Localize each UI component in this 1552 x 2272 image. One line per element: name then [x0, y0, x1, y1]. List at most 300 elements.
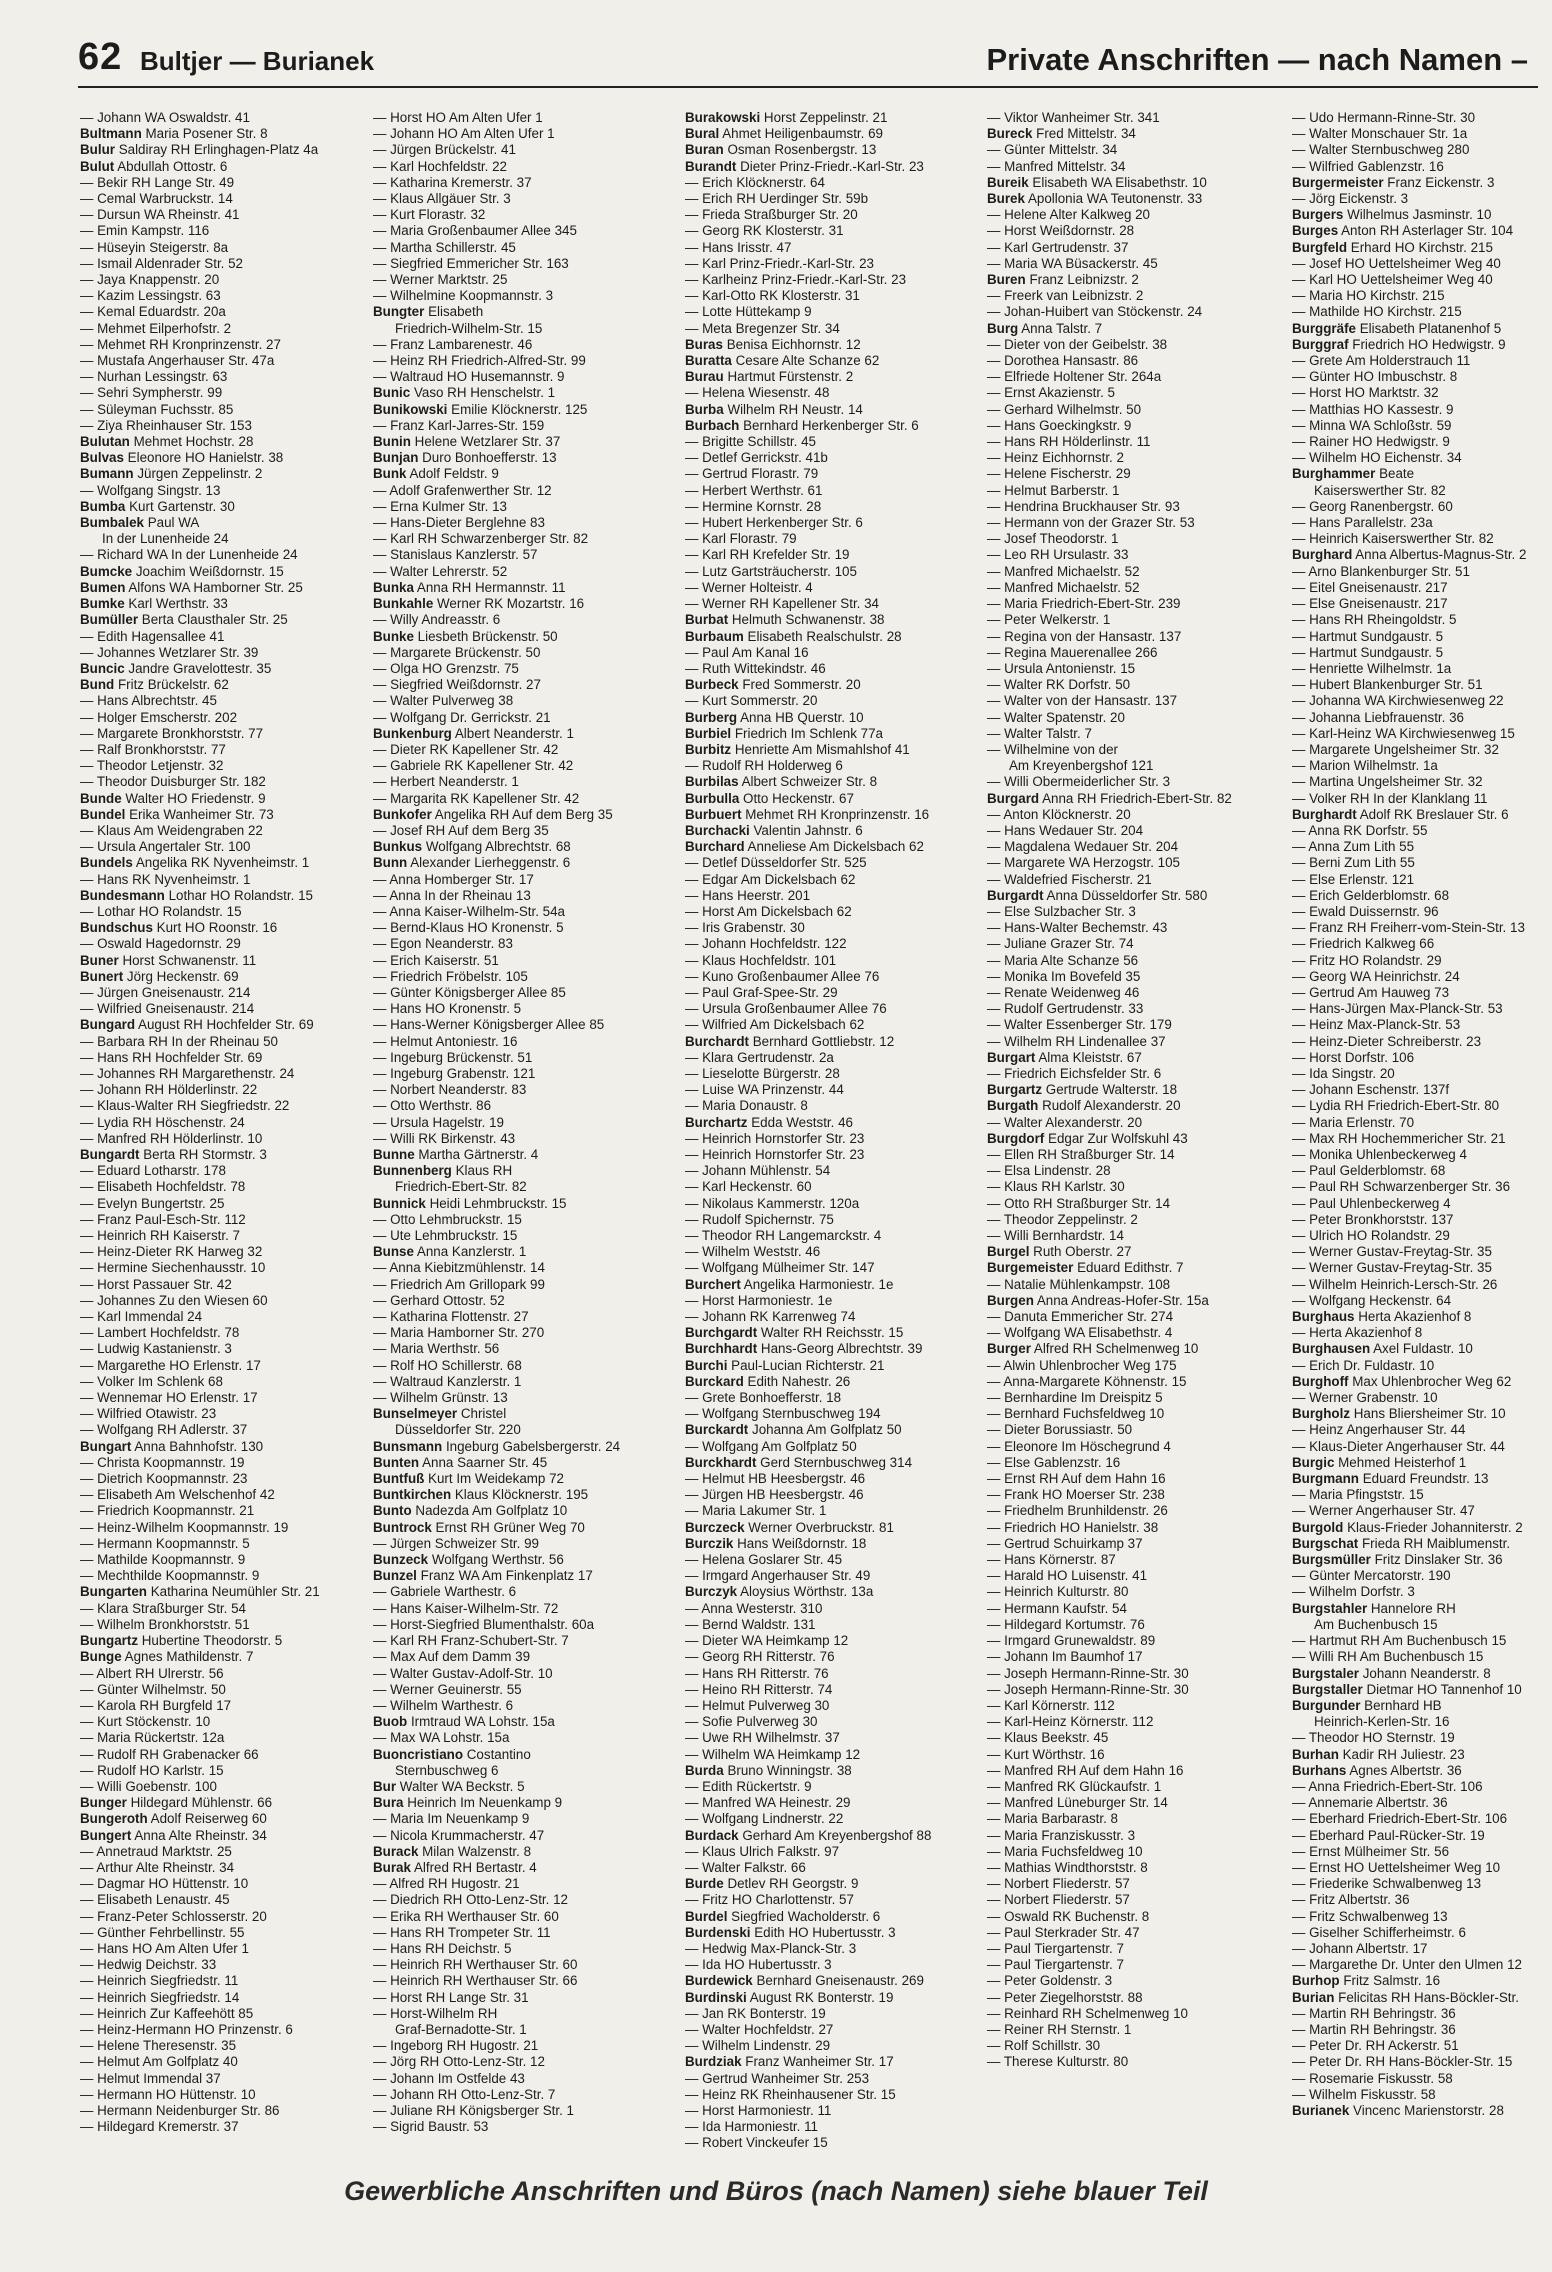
directory-entry [80, 1439, 365, 1455]
directory-entry [1292, 1212, 1540, 1228]
surname: Burchartz [685, 1114, 748, 1130]
entry-text: — Fritz HO Charlottenstr. 57 [685, 1892, 854, 1908]
entry-text: — Karl RH Schwarzenberger Str. 82 [373, 531, 589, 547]
directory-entry [1292, 385, 1540, 401]
entry-text: — Manfred WA Heinestr. 29 [685, 1795, 851, 1811]
entry-text: Hubertine Theodorstr. 5 [141, 1633, 283, 1649]
entry-text: — Wolfgang Lindnerstr. 22 [685, 1811, 844, 1827]
entry-text: — Johann HO Am Alten Ufer 1 [373, 126, 555, 142]
directory-entry [685, 1909, 970, 1925]
entry-text: — Manfred RK Glückaufstr. 1 [987, 1778, 1162, 1794]
directory-entry [373, 175, 658, 191]
directory-entry [373, 207, 658, 223]
entry-text: Adolf Feldstr. 9 [409, 466, 499, 482]
directory-entry [80, 1260, 365, 1276]
surname: Burgdorf [987, 1130, 1045, 1146]
entry-text: — Hans RK Nyvenheimstr. 1 [80, 871, 251, 887]
directory-entry [1292, 1179, 1540, 1195]
surname: Burde [685, 1876, 724, 1892]
directory-entry [373, 1131, 658, 1147]
directory-entry [373, 1277, 658, 1293]
directory-entry [1292, 677, 1540, 693]
directory-entry [373, 1228, 658, 1244]
entry-text: — Freerk van Leibnizstr. 2 [987, 288, 1144, 304]
directory-entry [373, 888, 658, 904]
entry-text: — Heinrich Hornstorfer Str. 23 [685, 1147, 865, 1162]
directory-entry [685, 207, 970, 223]
directory-entry [1292, 1973, 1540, 1989]
directory-entry [80, 936, 365, 952]
surname: Burbitz [685, 741, 732, 757]
directory-entry [80, 1601, 365, 1617]
directory-entry [1292, 1082, 1540, 1098]
directory-entry [987, 758, 1272, 774]
directory-entry [987, 791, 1272, 807]
directory-entry [685, 1925, 970, 1941]
directory-entry [987, 1714, 1272, 1730]
entry-text: — Ralf Bronkhorststr. 77 [80, 741, 226, 757]
entry-text: — Else Erlenstr. 121 [1292, 871, 1415, 887]
directory-entry [80, 1536, 365, 1552]
directory-entry [373, 1082, 658, 1098]
entry-text: — Margarita RK Kapellener Str. 42 [373, 790, 580, 806]
directory-entry [685, 1698, 970, 1714]
directory-entry [80, 337, 365, 353]
entry-text: — Karlheinz Prinz-Friedr.-Karl-Str. 23 [685, 272, 907, 288]
directory-entry [373, 1179, 658, 1195]
entry-text: Erhard HO Kirchstr. 215 [1350, 239, 1493, 255]
entry-text: — Elfriede Holtener Str. 264a [987, 369, 1162, 385]
entry-text: Walter WA Beckstr. 5 [399, 1778, 525, 1794]
entry-text: Franz Eickenstr. 3 [1387, 174, 1495, 190]
surname: Burgschat [1292, 1535, 1359, 1551]
entry-text: — Franz Karl-Jarres-Str. 159 [373, 417, 545, 433]
directory-entry [1292, 629, 1540, 645]
directory-entry [987, 1892, 1272, 1908]
directory-entry [80, 466, 365, 482]
entry-text: — Holger Emscherstr. 202 [80, 709, 238, 725]
entry-text: — Jan RK Bonterstr. 19 [685, 2005, 826, 2021]
directory-entry [373, 1439, 658, 1455]
entry-text: — Magdalena Wedauer Str. 204 [987, 839, 1179, 855]
entry-text: — Johann RH Otto-Lenz-Str. 7 [373, 2086, 556, 2102]
entry-text: — Süleyman Fuchsstr. 85 [80, 401, 234, 417]
entry-text: Bernhard Herkenberger Str. 6 [743, 417, 919, 433]
directory-entry [1292, 1860, 1540, 1876]
directory-entry [373, 321, 658, 337]
directory-entry [987, 1390, 1272, 1406]
directory-entry [80, 418, 365, 434]
directory-entry [373, 1001, 658, 1017]
directory-entry [1292, 126, 1540, 142]
surname: Burchacki [685, 822, 750, 838]
directory-entry [685, 1860, 970, 1876]
directory-entry [80, 175, 365, 191]
entry-text: — Renate Weidenweg 46 [987, 984, 1140, 1000]
directory-entry [80, 1212, 365, 1228]
directory-entry [685, 418, 970, 434]
entry-text: — Horst-Wilhelm RH [373, 2005, 498, 2021]
directory-entry [1292, 1633, 1540, 1649]
surname: Bungert [80, 1827, 132, 1843]
entry-text: — Maria Werthstr. 56 [373, 1341, 500, 1357]
entry-text: Kadir RH Juliestr. 23 [1342, 1746, 1465, 1762]
entry-text: — Kazim Lessingstr. 63 [80, 288, 221, 304]
entry-text: Beate [1379, 466, 1415, 482]
surname: Buratta [685, 353, 732, 369]
entry-text: — Danuta Emmericher Str. 274 [987, 1309, 1174, 1325]
directory-entry [1292, 450, 1540, 466]
directory-entry [987, 304, 1272, 320]
directory-entry [987, 1503, 1272, 1519]
entry-text: — Ulrich HO Rolandstr. 29 [1292, 1228, 1450, 1244]
entry-text: — Wolfgang Am Golfplatz 50 [685, 1438, 857, 1454]
entry-text: Elisabeth [428, 304, 484, 320]
directory-entry [685, 1260, 970, 1276]
directory-entry [685, 1503, 970, 1519]
directory-entry [80, 2119, 365, 2135]
entry-text: Felicitas RH Hans-Böckler-Str. [1338, 1989, 1519, 2005]
directory-entry [1292, 547, 1540, 563]
entry-text: — Walter Hochfeldstr. 27 [685, 2021, 834, 2037]
entry-text: — Eitel Gneisenaustr. 217 [1292, 579, 1448, 595]
directory-entry [685, 823, 970, 839]
entry-text: — Helmut Am Golfplatz 40 [80, 2054, 238, 2070]
directory-entry [80, 159, 365, 175]
directory-entry [685, 288, 970, 304]
entry-text: Mehmet RH Kronprinzenstr. 16 [745, 806, 930, 822]
directory-entry [80, 256, 365, 272]
surname: Burghaus [1292, 1309, 1355, 1325]
directory-entry [373, 450, 658, 466]
entry-text: Gertrude Walterstr. 18 [1045, 1082, 1178, 1098]
entry-text: — Wennemar HO Erlenstr. 17 [80, 1390, 258, 1406]
entry-text: — Mechthilde Koopmannstr. 9 [80, 1568, 260, 1584]
directory-entry [987, 645, 1272, 661]
entry-text: — Gertrud Am Hauweg 73 [1292, 984, 1450, 1000]
entry-text: Anna Andreas-Hofer-Str. 15a [1036, 1292, 1209, 1308]
directory-entry [373, 1973, 658, 1989]
entry-text: — Theodor Duisburger Str. 182 [80, 774, 266, 790]
entry-text: — Oswald RK Buchenstr. 8 [987, 1908, 1150, 1924]
surname: Burghausen [1292, 1341, 1371, 1357]
entry-text: — Maria Friedrich-Ebert-Str. 239 [987, 596, 1181, 612]
entry-text: — Jürgen Schweizer Str. 99 [373, 1535, 539, 1551]
directory-entry [685, 434, 970, 450]
directory-entry [1292, 1098, 1540, 1114]
entry-text: — Waltraud Kanzlerstr. 1 [373, 1373, 522, 1389]
entry-text: Eduard Edithstr. 7 [1077, 1260, 1184, 1276]
surname: Burbiel [685, 725, 732, 741]
entry-text: — Berni Zum Lith 55 [1292, 855, 1415, 871]
directory-entry [987, 547, 1272, 563]
directory-entry [1292, 1763, 1540, 1779]
entry-text: — Gertrud Florastr. 79 [685, 466, 819, 482]
surname: Bureik [987, 174, 1029, 190]
entry-text: — Elisabeth Hochfeldstr. 78 [80, 1179, 246, 1195]
directory-entry [1292, 726, 1540, 742]
directory-entry [685, 791, 970, 807]
directory-entry [373, 1730, 658, 1746]
directory-entry [80, 499, 365, 515]
directory-entry [1292, 1455, 1540, 1471]
directory-entry [373, 1390, 658, 1406]
directory-entry [987, 677, 1272, 693]
directory-entry [1292, 483, 1540, 499]
surname: Bulut [80, 158, 115, 174]
directory-columns [80, 110, 1540, 2151]
directory-entry [1292, 159, 1540, 175]
entry-text: — Gertrud Schuirkamp 37 [987, 1535, 1143, 1551]
surname: Bunk [373, 466, 407, 482]
directory-entry [80, 1730, 365, 1746]
directory-entry [80, 1293, 365, 1309]
directory-entry [685, 1633, 970, 1649]
name-range: Bultjer — Burianek [140, 46, 375, 76]
entry-text: — Hans Wedauer Str. 204 [987, 822, 1144, 838]
surname: Burianek [1292, 2102, 1350, 2118]
entry-text: — Wolfgang WA Elisabethstr. 4 [987, 1325, 1173, 1341]
directory-entry [685, 1390, 970, 1406]
entry-text: — Katharina Kremerstr. 37 [373, 174, 532, 190]
entry-text: — Arthur Alte Rheinstr. 34 [80, 1859, 235, 1875]
directory-entry [373, 1844, 658, 1860]
directory-entry [1292, 1163, 1540, 1179]
entry-text: — Otto RH Straßburger Str. 14 [987, 1195, 1171, 1211]
directory-entry [1292, 1277, 1540, 1293]
directory-entry [1292, 2071, 1540, 2087]
surname: Burgart [987, 1049, 1036, 1065]
entry-text: — Willi RK Birkenstr. 43 [373, 1130, 516, 1146]
directory-entry [373, 126, 658, 142]
directory-entry [685, 2119, 970, 2135]
entry-text: — Maria Großenbaumer Allee 345 [373, 223, 577, 239]
entry-text: — Ernst Akazienstr. 5 [987, 385, 1116, 401]
entry-text: — Klara Gertrudenstr. 2a [685, 1049, 834, 1065]
surname: Bunn [373, 855, 408, 871]
entry-text: — Paul Graf-Spee-Str. 29 [685, 984, 838, 1000]
entry-text: — Margarete Brückenstr. 50 [373, 644, 541, 660]
entry-text: — Helmut Barberstr. 1 [987, 482, 1120, 498]
surname: Bulvas [80, 450, 124, 466]
surname: Burgartz [987, 1082, 1043, 1098]
directory-entry [987, 1520, 1272, 1536]
directory-entry [987, 1779, 1272, 1795]
surname: Bunse [373, 1244, 414, 1260]
entry-text: — Wilhelm Bronkhorststr. 51 [80, 1616, 250, 1632]
directory-entry [80, 483, 365, 499]
directory-entry [685, 888, 970, 904]
directory-entry [1292, 434, 1540, 450]
surname: Burau [685, 369, 724, 385]
directory-entry [80, 645, 365, 661]
directory-entry [80, 1374, 365, 1390]
directory-entry [80, 450, 365, 466]
directory-entry [1292, 1698, 1540, 1714]
entry-text: — Karl Hochfeldstr. 22 [373, 158, 507, 174]
directory-entry [987, 1406, 1272, 1422]
directory-entry [987, 1633, 1272, 1649]
entry-text: — Maria Erlenstr. 70 [1292, 1114, 1415, 1130]
directory-entry [1292, 693, 1540, 709]
directory-entry [1292, 1957, 1540, 1973]
directory-entry [987, 1666, 1272, 1682]
directory-entry [80, 1552, 365, 1568]
entry-text: — Ziya Rheinhauser Str. 153 [80, 417, 252, 433]
surname: Burdewick [685, 1973, 753, 1989]
directory-entry [373, 547, 658, 563]
directory-entry [373, 807, 658, 823]
directory-entry [1292, 1487, 1540, 1503]
directory-entry [1292, 791, 1540, 807]
directory-entry [373, 1941, 658, 1957]
entry-text: — Klaus Beekstr. 45 [987, 1730, 1109, 1746]
directory-entry [685, 240, 970, 256]
directory-entry [685, 612, 970, 628]
directory-entry [987, 1439, 1272, 1455]
entry-text: — Jörg Eickenstr. 3 [1292, 191, 1409, 207]
entry-text: — Wilhelm Fiskusstr. 58 [1292, 2086, 1436, 2102]
entry-text: — Helene Fischerstr. 29 [987, 466, 1131, 482]
directory-entry [987, 223, 1272, 239]
directory-entry [987, 1309, 1272, 1325]
surname: Burg [987, 320, 1019, 336]
directory-entry [987, 1828, 1272, 1844]
entry-text: — Katharina Flottenstr. 27 [373, 1309, 529, 1325]
surname: Burdack [685, 1827, 739, 1843]
entry-text: — Wilfried Gneisenaustr. 214 [80, 1001, 255, 1017]
entry-text: — Hedwig Deichstr. 33 [80, 1957, 217, 1973]
entry-text: — Lutz Gartsträucherstr. 105 [685, 563, 857, 579]
entry-text: — Mustafa Angerhauser Str. 47a [80, 353, 275, 369]
surname: Burgemeister [987, 1260, 1074, 1276]
directory-entry [1292, 1828, 1540, 1844]
directory-entry [80, 839, 365, 855]
directory-entry [80, 677, 365, 693]
directory-entry [80, 1358, 365, 1374]
entry-text: — Maria WA Büsackerstr. 45 [987, 255, 1158, 271]
directory-entry [685, 159, 970, 175]
surname: Burhans [1292, 1762, 1347, 1778]
directory-entry [80, 2022, 365, 2038]
surname: Burack [373, 1843, 419, 1859]
directory-entry [987, 1115, 1272, 1131]
directory-entry [685, 1341, 970, 1357]
directory-entry [1292, 142, 1540, 158]
entry-text: — Ingeburg Grabenstr. 121 [373, 1065, 536, 1081]
directory-entry [987, 1277, 1272, 1293]
surname: Bumke [80, 596, 125, 612]
directory-entry [80, 564, 365, 580]
directory-entry [80, 1892, 365, 1908]
entry-text: — Herta Akazienhof 8 [1292, 1325, 1423, 1341]
surname: Bunin [373, 434, 411, 450]
directory-entry [685, 1131, 970, 1147]
directory-entry [685, 710, 970, 726]
surname: Burbuert [685, 806, 742, 822]
directory-entry [685, 1406, 970, 1422]
entry-text: — Friedhelm Brunhildenstr. 26 [987, 1503, 1168, 1519]
entry-text: — Frieda Straßburger Str. 20 [685, 207, 858, 223]
surname: Bunnick [373, 1195, 426, 1211]
entry-text: Wilhelm RH Neustr. 14 [727, 401, 863, 417]
entry-text: Berta RH Stormstr. 3 [143, 1147, 267, 1162]
entry-text: — Hans HO Am Alten Ufer 1 [80, 1940, 249, 1956]
directory-entry [80, 1115, 365, 1131]
entry-text: Friedrich-Ebert-Str. 82 [395, 1179, 527, 1195]
surname: Buncic [80, 660, 125, 676]
entry-text: — Ingeburg Brückenstr. 51 [373, 1049, 533, 1065]
surname: Bungart [80, 1438, 132, 1454]
entry-text: — Friedrich Am Grillopark 99 [373, 1276, 545, 1292]
surname: Bunnenberg [373, 1163, 452, 1179]
entry-text: Friedrich Im Schlenk 77a [734, 725, 883, 741]
directory-entry [685, 1941, 970, 1957]
entry-text: — Edgar Am Dickelsbach 62 [685, 871, 856, 887]
directory-entry [685, 1034, 970, 1050]
directory-entry [1292, 1795, 1540, 1811]
directory-entry [1292, 1439, 1540, 1455]
directory-entry [373, 1293, 658, 1309]
directory-entry [685, 1179, 970, 1195]
entry-text: — Johann Mühlenstr. 54 [685, 1163, 831, 1179]
directory-entry [987, 596, 1272, 612]
directory-entry [373, 580, 658, 596]
directory-entry [80, 402, 365, 418]
entry-text: — Hans RH Trompeter Str. 11 [373, 1924, 551, 1940]
directory-entry [80, 807, 365, 823]
entry-text: — Walter Falkstr. 66 [685, 1859, 806, 1875]
directory-entry [80, 1811, 365, 1827]
entry-text: Herta Akazienhof 8 [1358, 1309, 1472, 1325]
entry-text: Fred Mittelstr. 34 [1036, 126, 1136, 142]
entry-text: — Johanna Liebfrauenstr. 36 [1292, 709, 1464, 725]
entry-text: — Johann Hochfeldstr. 122 [685, 936, 847, 952]
directory-entry [80, 872, 365, 888]
directory-entry [373, 904, 658, 920]
directory-entry [685, 839, 970, 855]
directory-entry [987, 1844, 1272, 1860]
entry-text: Rudolf Alexanderstr. 20 [1042, 1098, 1181, 1114]
directory-entry [685, 2071, 970, 2087]
entry-text: — Hans-Werner Königsberger Allee 85 [373, 1017, 605, 1033]
entry-text: — Anna-Margarete Köhnenstr. 15 [987, 1373, 1187, 1389]
entry-text: Anna RH Friedrich-Ebert-Str. 82 [1042, 790, 1232, 806]
directory-entry [80, 1228, 365, 1244]
surname: Burda [685, 1762, 724, 1778]
entry-text: — Else Gablenzstr. 16 [987, 1454, 1121, 1470]
directory-entry [987, 1098, 1272, 1114]
directory-entry [685, 1147, 970, 1163]
entry-text: — Fritz HO Rolandstr. 29 [1292, 952, 1442, 968]
entry-text: — Wilfried Otawistr. 23 [80, 1406, 217, 1422]
entry-text: — Friedrich Eichsfelder Str. 6 [987, 1065, 1162, 1081]
directory-entry [685, 1682, 970, 1698]
directory-entry [1292, 1552, 1540, 1568]
surname: Bunkofer [373, 806, 432, 822]
directory-entry [685, 1536, 970, 1552]
entry-text: — Peter Goldenstr. 3 [987, 1973, 1113, 1989]
entry-text: — Rudolf HO Karlstr. 15 [80, 1762, 224, 1778]
directory-entry [373, 1520, 658, 1536]
directory-entry [373, 1487, 658, 1503]
directory-entry [685, 645, 970, 661]
directory-entry [1292, 1892, 1540, 1908]
directory-entry [987, 612, 1272, 628]
directory-entry [80, 434, 365, 450]
directory-entry [1292, 207, 1540, 223]
surname: Bumüller [80, 612, 139, 628]
